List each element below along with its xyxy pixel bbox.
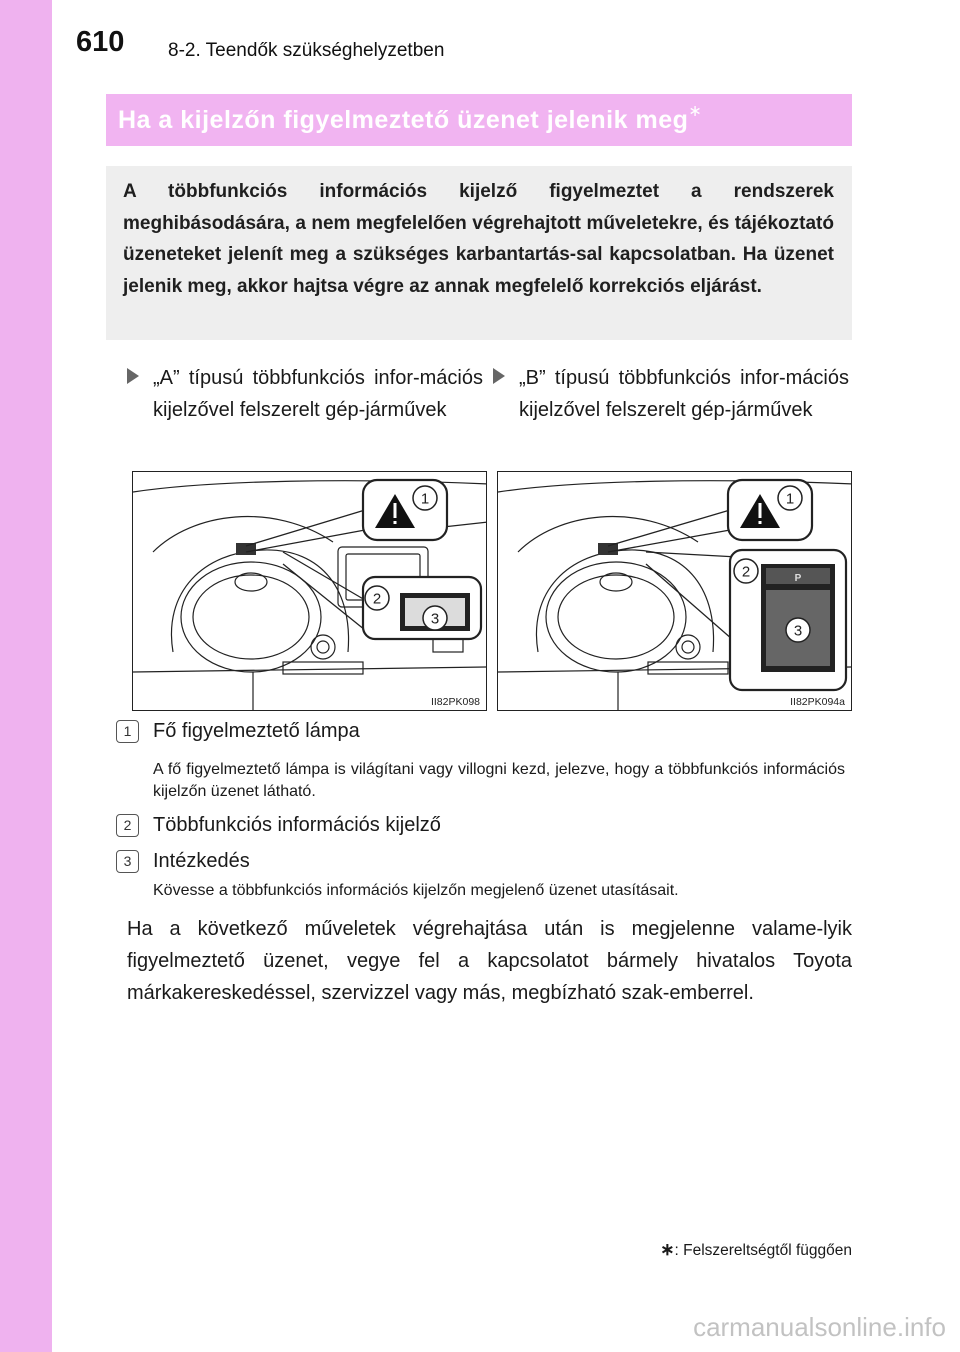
page-number: 610 (76, 26, 125, 58)
arrow-bullet-icon (127, 368, 139, 384)
body-paragraph: Ha a következő műveletek végrehajtása után is megjelenne valame-lyik figyelmeztető üzenet, vegye fel a kapcsolatot bármely hivatalos Toyota márkakereskedéssel, szervizzel vagy más, megbízható szak-emberrel. (127, 918, 852, 1004)
variant-a (153, 362, 483, 426)
legend-label-action: Intézkedés (153, 850, 250, 872)
heading-banner (106, 94, 852, 146)
variant-a-text: „A” típusú többfunkciós infor-mációs kijelzővel felszerelt gép-járművek (153, 367, 483, 421)
dashboard-illustration (498, 472, 852, 711)
legend-label-warning-lamp: Fő figyelmeztető lámpa (153, 720, 360, 742)
figure-type-b (497, 471, 852, 711)
screen-gear-letter: P (794, 573, 802, 584)
figure-type-a (132, 471, 487, 711)
callout-3: 3 (430, 610, 440, 628)
legend-desc-warning-lamp: A fő figyelmeztető lámpa is világítani vagy villogni kezd, jelezve, hogy a többfunkciós információs kijelzőn üzenet látható. (153, 761, 845, 800)
legend-number-3: 3 (116, 850, 139, 873)
arrow-bullet-icon (493, 368, 505, 384)
variant-b-text: „B” típusú többfunkciós infor-mációs kijelzővel felszerelt gép-járművek (519, 367, 849, 421)
legend-desc-action: Kövesse a többfunkciós információs kijelzőn megjelenő üzenet utasításait. (153, 882, 679, 899)
footnote-text: : Felszereltségtől függően (674, 1242, 852, 1259)
callout-3: 3 (793, 622, 803, 640)
figure-code: II82PK098 (430, 696, 480, 708)
callout-1: 1 (785, 490, 795, 508)
chapter-sidebar (0, 0, 52, 1352)
heading-title: Ha a kijelzőn figyelmeztető üzenet jelenik meg (118, 106, 689, 134)
footnote (660, 1240, 852, 1260)
figure-code: II82PK094a (790, 696, 845, 708)
dashboard-illustration (133, 472, 487, 711)
callout-1: 1 (420, 490, 430, 508)
callout-2: 2 (372, 590, 382, 608)
intro-box (106, 166, 852, 340)
legend-number-1: 1 (116, 720, 139, 743)
variant-b (519, 362, 849, 426)
legend-label-display: Többfunkciós információs kijelző (153, 814, 441, 836)
legend-number-2: 2 (116, 814, 139, 837)
watermark: carmanualsonline.info (693, 1312, 946, 1342)
intro-text: A többfunkciós információs kijelző figyelmeztet a rendszerek meghibásodására, a nem megfelelően végrehajtott műveletekre, és tájékoztató üzeneteket jelenít meg a szükséges karbantartás-sal kapcsolatban. Ha üzenet jelenik meg, akkor hajtsa végre az annak megfelelő korrekciós eljárást. (123, 181, 834, 297)
callout-2: 2 (741, 563, 751, 581)
heading-asterisk: ∗ (688, 103, 702, 120)
section-title: 8-2. Teendők szükséghelyzetben (168, 40, 445, 61)
footnote-asterisk: ∗ (660, 1240, 675, 1259)
